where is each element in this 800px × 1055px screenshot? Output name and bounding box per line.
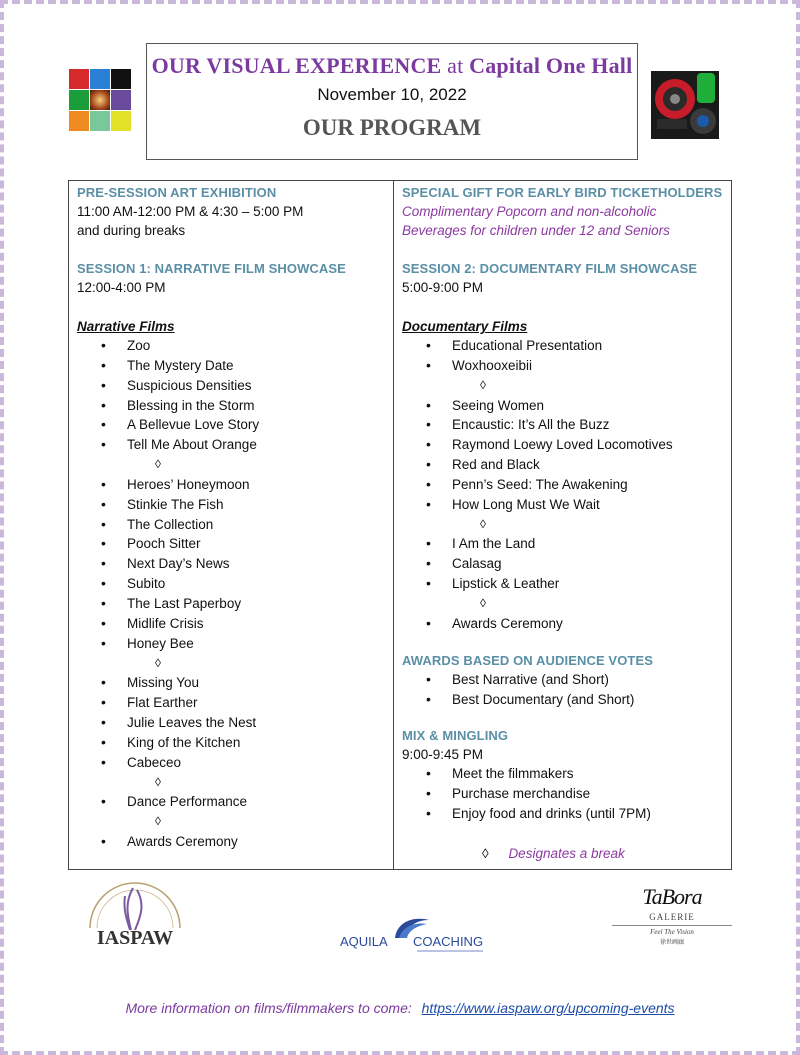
list-item: • Heroes’ Honeymoon: [77, 475, 393, 495]
list-item: • Red and Black: [402, 455, 731, 475]
break-marker: ◊: [155, 814, 161, 829]
list-item: • Pooch Sitter: [77, 534, 393, 554]
list-item: • Zoo: [77, 336, 393, 356]
list-item: • Blessing in the Storm: [77, 396, 393, 416]
awards-list: [402, 670, 731, 710]
list-item: • Tell Me About Orange: [77, 435, 393, 455]
list-item: • Woxhooxeibii: [402, 356, 731, 376]
list-item: • Enjoy food and drinks (until 7PM): [402, 804, 731, 824]
mix-list: [402, 764, 731, 824]
list-item: • A Bellevue Love Story: [77, 415, 393, 435]
documentary-films-heading: Documentary Films: [402, 319, 528, 334]
break-legend-text: Designates a break: [508, 845, 625, 861]
gift-line-1: Complimentary Popcorn and non-alcoholic: [402, 204, 657, 219]
session2-time: 5:00-9:00 PM: [402, 280, 484, 295]
documentary-films-list: [402, 336, 731, 634]
iaspaw-logo: [75, 880, 195, 950]
list-item: • How Long Must We Wait: [402, 495, 731, 515]
break-symbol: ◊: [482, 845, 489, 861]
list-item: • Awards Ceremony: [402, 614, 731, 634]
footer-link[interactable]: https://www.iaspaw.org/upcoming-events: [421, 1000, 675, 1016]
aquila-coaching-logo: [337, 912, 487, 957]
list-item: • Missing You: [77, 673, 393, 693]
left-column: [69, 181, 394, 869]
list-item: • Next Day’s News: [77, 554, 393, 574]
list-item: • Midlife Crisis: [77, 614, 393, 634]
mix-time: 9:00-9:45 PM: [402, 747, 484, 763]
list-item: • Seeing Women: [402, 396, 731, 416]
event-date: November 10, 2022: [317, 85, 467, 104]
mix-title: MIX & MINGLING: [402, 728, 509, 744]
footer: [0, 1000, 800, 1016]
list-item: • Flat Earther: [77, 693, 393, 713]
list-item: • King of the Kitchen: [77, 733, 393, 753]
list-item: • Dance Performance: [77, 792, 393, 812]
list-item: • Suspicious Densities: [77, 376, 393, 396]
break-marker: ◊: [155, 655, 161, 670]
header-box: [146, 43, 638, 160]
break-marker: ◊: [480, 377, 486, 392]
list-item: • Stinkie The Fish: [77, 495, 393, 515]
film-reel-logo: [651, 71, 719, 139]
break-marker: ◊: [480, 595, 486, 610]
list-item: • Awards Ceremony: [77, 832, 393, 852]
list-item: • Lipstick & Leather: [402, 574, 731, 594]
list-item: • Meet the filmmakers: [402, 764, 731, 784]
list-item: • Best Narrative (and Short): [402, 670, 731, 690]
list-item: • Honey Bee: [77, 634, 393, 654]
program-table: [68, 180, 732, 870]
right-column: [394, 181, 731, 869]
list-item: • Encaustic: It’s All the Buzz: [402, 415, 731, 435]
list-item: • The Mystery Date: [77, 356, 393, 376]
session1-title: SESSION 1: NARRATIVE FILM SHOWCASE: [77, 261, 346, 276]
list-item: • The Collection: [77, 515, 393, 535]
list-item: • Cabeceo: [77, 753, 393, 773]
program-heading: OUR PROGRAM: [302, 115, 482, 140]
list-item: • Penn’s Seed: The Awakening: [402, 475, 731, 495]
list-item: • Best Documentary (and Short): [402, 690, 731, 710]
narrative-films-heading: Narrative Films: [77, 319, 175, 334]
list-item: • Educational Presentation: [402, 336, 731, 356]
exhibition-time: 11:00 AM-12:00 PM & 4:30 – 5:00 PM: [77, 204, 304, 219]
gift-title: SPECIAL GIFT FOR EARLY BIRD TICKETHOLDERS: [402, 185, 723, 200]
break-legend: [402, 844, 731, 863]
narrative-films-list: [77, 336, 393, 852]
break-marker: ◊: [155, 774, 161, 789]
exhibition-note: and during breaks: [77, 223, 186, 238]
tabora-tagline: Feel The Vision: [612, 925, 732, 936]
list-item: • Julie Leaves the Nest: [77, 713, 393, 733]
tabora-chinese: 徐世画廊: [659, 940, 684, 946]
list-item: • Raymond Loewy Loved Locomotives: [402, 435, 731, 455]
exhibition-title: PRE-SESSION ART EXHIBITION: [77, 185, 277, 200]
mosaic-logo: [69, 69, 131, 131]
gift-line-2: Beverages for children under 12 and Seniors: [402, 223, 670, 238]
awards-title: AWARDS BASED ON AUDIENCE VOTES: [402, 652, 653, 668]
list-item: • Calasag: [402, 554, 731, 574]
session1-time: 12:00-4:00 PM: [77, 280, 166, 295]
tabora-galerie-logo: [612, 880, 732, 950]
list-item: • I Am the Land: [402, 534, 731, 554]
break-marker: ◊: [155, 457, 161, 472]
tabora-name: GALERIE: [649, 912, 695, 922]
footer-text: More information on films/filmmakers to come:: [125, 1000, 412, 1016]
svg-text:IASPAW: IASPAW: [96, 927, 174, 949]
event-title: OUR VISUAL EXPERIENCE at Capital One Hall: [151, 53, 633, 78]
list-item: • Purchase merchandise: [402, 784, 731, 804]
break-marker: ◊: [480, 516, 486, 531]
tabora-signature: TaBora: [642, 884, 702, 909]
session2-title: SESSION 2: DOCUMENTARY FILM SHOWCASE: [402, 261, 698, 276]
svg-text:COACHING: COACHING: [413, 934, 484, 949]
list-item: • The Last Paperboy: [77, 594, 393, 614]
svg-text:AQUILA: AQUILA: [340, 934, 388, 949]
list-item: • Subito: [77, 574, 393, 594]
